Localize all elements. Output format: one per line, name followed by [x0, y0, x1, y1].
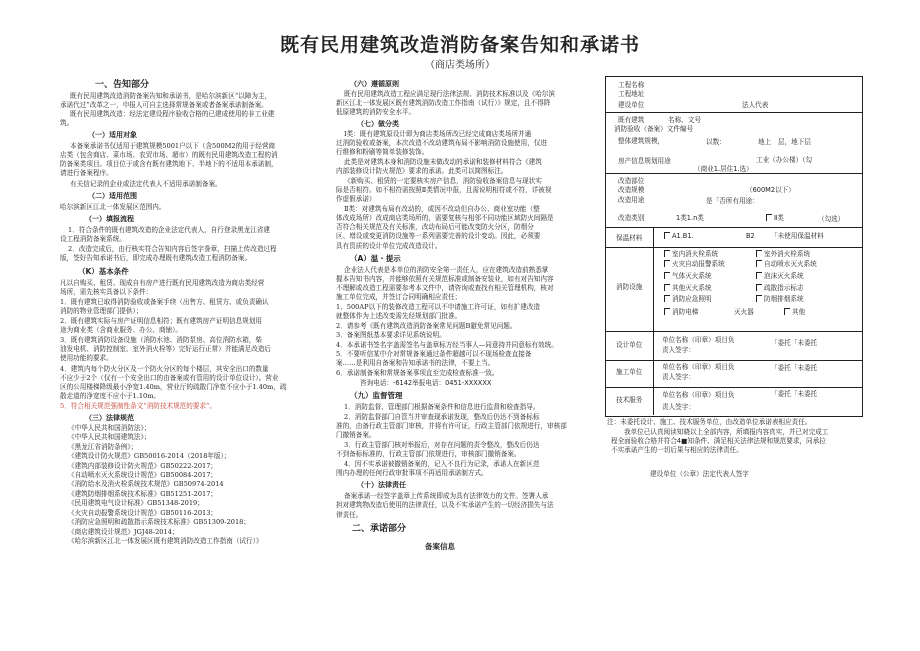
scope-line: 本备案承诺书仅适用于建筑规模5001户以下（含500M2的用于经营商: [70, 142, 276, 150]
law-heading: （三）法律规范: [85, 414, 134, 422]
tips-line: 企业法人代表是本单位的消防安全第一责任人，应在建筑改造前熟悉掌: [344, 266, 549, 274]
flow-heading: （一）填报流程: [85, 215, 134, 223]
supervision-line: 门撤销备案。: [336, 431, 376, 439]
entrust-option: 「委托「未委托: [771, 390, 818, 398]
supervision-heading: （九）监督管理: [350, 391, 403, 400]
liability-heading: （十）法律责任: [357, 481, 406, 489]
scope-heading: （一）适用对象: [88, 131, 137, 139]
modification-use-label: 改造用途: [618, 196, 645, 204]
range-line: 哈尔滨新区江北一体发展区范围内。: [60, 203, 166, 211]
scale-label: 整体建筑规模，: [618, 137, 665, 145]
pledge-line: 我单位已认真阅读知晓以上全部内容，所填报内容真实，并已对完成工: [624, 428, 829, 436]
page-subtitle: （商店类场所）: [425, 60, 495, 71]
class-line: Ⅱ类：对建筑布局有改动的，或因不改动但自办公、商业室功能（整: [344, 205, 540, 213]
classification-heading: （七）做分类: [357, 120, 399, 128]
hotline: 咨询电话：-6142举报电话：0451-XXXXXX: [360, 379, 492, 387]
class-line: 《新购买、租赁的一定要核实房产信息，消防验收备案信息与现状实: [344, 177, 542, 185]
entrust-option: 「委托「未委托: [771, 339, 818, 347]
class-line: Ⅰ类：既有建筑原设计即为商店类场所改已经完成商店类场所并通: [344, 130, 532, 138]
project-address-label: 工程地址: [618, 90, 645, 98]
law-item: 《消防给水及消火栓系统技术规范》GB50974-2014: [68, 480, 224, 488]
law-item: 《建筑内部装修设计防火规范》GB50222-2017；: [68, 462, 218, 470]
flow-line: 版，签好告知承诺书后，即完成办理既有建筑改造工程消防备案。: [60, 254, 252, 262]
law-item: 《建筑防烟排烟系统技术标准》GB51251-2017；: [68, 490, 218, 498]
checkbox-icon[interactable]: [664, 232, 670, 239]
intro-line: 承诺代过”改革之一，申报人可自主选择常规备案或者备案承诺制备案。: [60, 101, 268, 109]
facility-item: 气体灭火系统: [664, 272, 712, 280]
flow-line: 设工程消防备案系统。: [60, 235, 126, 243]
intro-line: 既有民用建筑改造：经法定建设程序验收合格的已建成使用的非工业建: [70, 110, 275, 118]
person-sign-label: 责人签字：: [662, 403, 695, 411]
condition-line: 使用功能的要求。: [60, 354, 113, 362]
law-item: 《黑龙江省消防条例》；: [68, 443, 138, 451]
insulation-option-b: B2: [746, 232, 755, 240]
law-item: 《商店建筑设计规范》JGJ48-2014；: [68, 528, 179, 536]
principles-heading: （六）遵循原则: [350, 80, 399, 88]
class-line: 过消防验收或备案，本次改造不改动建筑布局不影响消防设施使用，仅进: [336, 139, 547, 147]
facility-item: 其他: [784, 308, 805, 316]
modification-class-label: 改造类别: [618, 214, 645, 222]
condition-line: 不应少于2个（仅有一个安全出口的由备案或有管用的设计单位设计）。营业: [60, 374, 279, 382]
condition-line: 消防的物业管理部门提供）；: [60, 307, 143, 315]
law-item: 《火灾自动报警系统设计规范》GB50116-2013；: [68, 509, 218, 517]
class-option: [766, 214, 784, 222]
liability-line: 担对建筑物改造后使用的法律责任，以及不实承诺产生的一切经济损失与法: [336, 501, 554, 509]
person-sign-label: 责人签字：: [662, 346, 695, 354]
tips-line: 3．备案图纸基本要求详见系统说明。: [336, 331, 446, 339]
modification-scale-label: 改造规模: [618, 186, 645, 194]
tips-line: 1、500AP以下的装修改造工程可以不申请施工许可证，如有扩建改造: [336, 303, 541, 311]
flow-line: 1．符合条件的既有建筑改造的企业法定代表人，自行登录黑龙江省建: [68, 226, 271, 234]
class-option-label: Ⅱ类: [774, 214, 784, 222]
range-heading: （二）适用范围: [88, 192, 137, 200]
modification-area: （600M2以下）: [746, 186, 795, 194]
principles-line: 新区江北一体发展区既有建筑消防改造工作指南（试行）》规定，且不得降: [336, 99, 551, 107]
ground-label: 地上: [758, 138, 772, 146]
checkbox-icon[interactable]: [766, 214, 772, 221]
record-info-heading: 备案信息: [425, 542, 455, 551]
entrust-option: 「委托「未委托: [771, 364, 818, 372]
liability-line: 备案承诺一经签字盖章上传系统即成为具有法律效力的文件。签署人承: [344, 492, 549, 500]
liability-line: 律责任。: [336, 511, 363, 519]
tips-line: 4．本承诺书签名字盖需签名与盖章标方经当事人—同意持并同意标有效统。: [336, 341, 558, 349]
property-use-option: （商业1.居住1.选）: [694, 165, 753, 173]
condition-note-red: 5．符合相关规范强制性条文“消防技术规范的要求”。: [60, 402, 216, 410]
scope-line: 店类（包含商店、菜市场、农贸市场、超市）的既有民用建筑改造工程的消: [60, 151, 278, 159]
condition-line: 4．建筑内每个防火分区及一个防火分区的每个楼层，其安全出口的数量: [60, 365, 269, 373]
insulation-option-a: A1.B1.: [664, 232, 694, 240]
supervision-line: 4．因不实承诺被撤销备案的，记入不良行为记录，承诺人在新区范: [344, 460, 540, 468]
tips-line: 案……是利用自备案和告知承诺书的法律，不要上当。: [336, 359, 495, 367]
class-line: 作虚假承诺）: [336, 195, 376, 203]
unit-seal-label: 单位名称（印章）项目负: [662, 336, 735, 344]
class-line: 行维修和粉刷等简单装修装饰。: [336, 148, 429, 156]
checkbox-icon[interactable]: [664, 272, 670, 279]
facility-item: 疏散指示标志: [756, 284, 804, 292]
insulation-label: 保温材料: [616, 234, 643, 242]
scale-unit: 以数：: [706, 138, 726, 146]
flow-line: 2．改造完成后，由行核实符合告知内容后签字誊章，扫描上传改造过程: [68, 245, 277, 253]
tips-heading: （A）温・提示: [350, 254, 401, 263]
law-item: 《哈尔滨新区江北一体发展区既有建筑消防改造工作指南（试行）》: [68, 537, 263, 545]
fire-record-label: 消防验收（备案）文件编号: [614, 125, 694, 133]
checkbox-icon[interactable]: [664, 295, 670, 302]
facility-item: 防烟排烟系统: [756, 295, 804, 303]
checkbox-icon[interactable]: [664, 308, 670, 315]
class-line: 体改成场所）改成商店类场所的，需要复核与相邻不同功能区域防火间隔是: [336, 214, 554, 222]
supervision-line: 围内办理的任何行政审批事项不再适用承诺制方式。: [336, 469, 488, 477]
supervision-line: 不到备标标准的，行政主管部门依规进行，审核部门撤销备案。: [336, 450, 521, 458]
law-item: 《中华人民共和国消防法》；: [68, 424, 151, 432]
facility-item: 其他灭火系统: [664, 284, 712, 292]
tips-line: 6．承诺制备案和常规备案事项直至完成检查标准一致。: [336, 369, 499, 377]
acceptance-number-label: 名称、文号: [668, 116, 701, 124]
supervision-line: 1．消防监督、管理部门根据备案条件和信息进行监督和检查指导。: [344, 403, 540, 411]
supervision-line: 3．行政主管部门核对举报后，对存在问题的责令整改，整改后仍达: [344, 441, 540, 449]
property-use-option: 工业（办公楼）（勾: [756, 156, 813, 164]
construction-unit-label: 施工单位: [616, 368, 643, 376]
tips-line: 就整体作为上述改变需先经规划部门批准。: [336, 312, 462, 320]
facility-item: 室内消火栓系统: [664, 250, 718, 258]
person-sign-label: 责人签字：: [662, 373, 695, 381]
principles-line: 低原建筑的消防安全水平。: [336, 108, 416, 116]
unit-seal-label: 单位名称（印章）项目负: [662, 363, 735, 371]
modification-use-value: 是「否所有用途：: [706, 197, 759, 205]
checkbox-icon[interactable]: [664, 260, 670, 267]
class-line: 内部装修设计防火规范》要求的承诺。此类可以简图标注。: [336, 167, 508, 175]
condition-line: 途为商业类（含商业服务、办公、商铺）。: [60, 326, 182, 334]
checkbox-icon[interactable]: [664, 284, 670, 291]
law-item: 《建筑设计防火规范》GB50016-2014（2018年版）；: [68, 452, 231, 460]
tips-line: 不理解或改造工程需要参考本文件中，请咨询或查找有相关管理机构，核对: [336, 284, 554, 292]
facility-item: 泡沫灭火系统: [756, 272, 804, 280]
facility-item: 消防应急照明: [664, 295, 712, 303]
class-option: 1类1.n类: [676, 214, 704, 222]
insulation-option-c: 「未使用保温材料: [771, 232, 824, 240]
unit-seal-label: 单位名称（印章）项目负: [662, 391, 735, 399]
checkbox-icon[interactable]: [756, 272, 762, 279]
condition-line: 1．既有建筑已取得消防验收或备案手续（出售方、租赁方、或负责确认: [60, 298, 269, 306]
law-item: 《消防应急照明和疏散指示系统技术标准》GB51309-2018；: [68, 518, 250, 526]
pledge-line: 不实承诺产生的一切后果与相应的法律责任。: [611, 446, 743, 454]
checkbox-icon[interactable]: [756, 295, 762, 302]
checkbox-icon[interactable]: [756, 250, 762, 257]
supervision-line: 2．消防监督部门自管当并审查现承诺发现，整改后仍达不到备标标: [344, 413, 540, 421]
checkbox-icon[interactable]: [664, 250, 670, 257]
law-item: 《民用建筑电气设计标准》GB51348-2019；: [68, 499, 204, 507]
checkbox-icon[interactable]: [784, 308, 790, 315]
intro-line: 筑。: [60, 119, 74, 127]
modification-location-label: 改造部位: [618, 177, 645, 185]
scope-line: 请进行备案程序。: [60, 169, 113, 177]
section-1-heading: 一、告知部分: [95, 80, 150, 90]
facility-item: 自动喷水灭火系统: [756, 260, 817, 268]
class-line: 区、增设或变更消防设施等一系列需要完善的设计变动。因此，必须要: [336, 232, 541, 240]
table-note: 注：未委托设计、施工、技术服务单位，由改造单位承诺表相应责任。: [607, 418, 812, 426]
condition-line: 凡以自购买、租赁、现成自有房产进行既有民用建筑改造为商店类经营: [60, 279, 265, 287]
class-line: 否符合相关规范及有关标准，改动布局后可能改变防火分区，防烟分: [336, 223, 534, 231]
class-line: 具有资质的设计单位完成改造设计。: [336, 242, 442, 250]
tips-line: 握本告知书内容，并能够依照有关规范标准或制备安装业，如有对告知内容: [336, 275, 554, 283]
existing-building-label: 既有建筑: [618, 116, 645, 124]
intro-line: 既有民用建筑改造消防备案告知和承诺书，是哈尔滨新区“以障为主，: [70, 92, 272, 100]
section-2-heading: 二、承诺部分: [352, 524, 407, 534]
principles-line: 既有民用建筑改造工程应满足现行法律法规、消防技术标准以及《哈尔滨: [344, 90, 555, 98]
tips-line: 2．请参考《既有建筑改造消防备案常见问题B避免常见问题。: [336, 322, 517, 330]
property-use-label: 房产信息规划用途: [618, 157, 671, 165]
design-unit-label: 设计单位: [616, 341, 643, 349]
page-title: 既有民用建筑改造消防备案告知和承诺书: [279, 34, 640, 56]
facilities-label: 消防设施: [616, 283, 643, 291]
condition-line: 区的公用楼梯降级最小净宽1.40m，营业厅的疏散门净宽不应小于1.40m，疏: [60, 383, 287, 391]
class-option-hint: （勾选）: [818, 215, 845, 223]
condition-line: 油发电机、消防控制室、室外消火栓等）完好运行正常）并能满足改造后: [60, 345, 271, 353]
signature-line: 建设单位（公章）法定代表人签字: [650, 470, 749, 478]
checkbox-icon[interactable]: [756, 284, 762, 291]
tips-line: 施工单位完成，并签订合同明确相应责任；: [336, 293, 462, 301]
scope-line: 有关信记录的企业或法定代表人不适用承诺制备案。: [70, 180, 222, 188]
condition-line: 场所，需先核实具备以下条件：: [60, 288, 153, 296]
class-line: 际是否相符。如不相符需按照Ⅱ类情况申报，且需说明相符或不符，详被视: [336, 186, 552, 194]
facility-item: 室外消火栓系统: [756, 250, 810, 258]
condition-line: 2．既有建筑实际与房产证明信息相符；既有建筑房产证明信息规划用: [60, 317, 263, 325]
facility-item: 灭火器: [734, 308, 754, 316]
build-unit-label: 建设单位: [618, 101, 645, 109]
legal-rep-label: 法人代表: [742, 101, 769, 109]
tips-line: 5．不要听信某中介对常规备案通过条件超越可以不现场检查直接备: [336, 350, 532, 358]
condition-line: 散走道的净宽度不应小于1.10m。: [60, 392, 161, 400]
floors-label: 层，地下层: [778, 138, 811, 146]
conditions-heading: （K）基本条件: [78, 267, 129, 276]
facility-item: 消防电梯: [664, 308, 698, 316]
supervision-line: 准的，由备行政主管部门审核，并将有许可证，行政主管部门依规进行，审核部: [336, 422, 567, 430]
facility-item: 火灾自动报警系统: [664, 260, 725, 268]
condition-line: 3．既有建筑消防设备设施（消防水池、消防泵房、高位消防水箱，柴: [60, 336, 263, 344]
law-item: 《中华人民共和国建筑法》；: [68, 433, 151, 441]
law-item: 《自动喷水灭火系统设计规范》GB50084-2017；: [68, 471, 218, 479]
tech-service-label: 技术服务: [616, 396, 643, 404]
pledge-line: 程全面验收合格并符合4■知条件、满足相关法律法规和规范要求，同承拉: [611, 437, 826, 445]
record-table: [605, 76, 863, 417]
class-line: 此类是对建筑本身和消防设施未做改动的承诺和装修材料符合《建筑: [344, 158, 542, 166]
project-name-label: 工程名称: [618, 81, 645, 89]
scope-line: 防备案类项目。项目位于或含有既有建筑地下、半地下的不适用本承诺制，: [60, 160, 278, 168]
checkbox-icon[interactable]: [756, 260, 762, 267]
